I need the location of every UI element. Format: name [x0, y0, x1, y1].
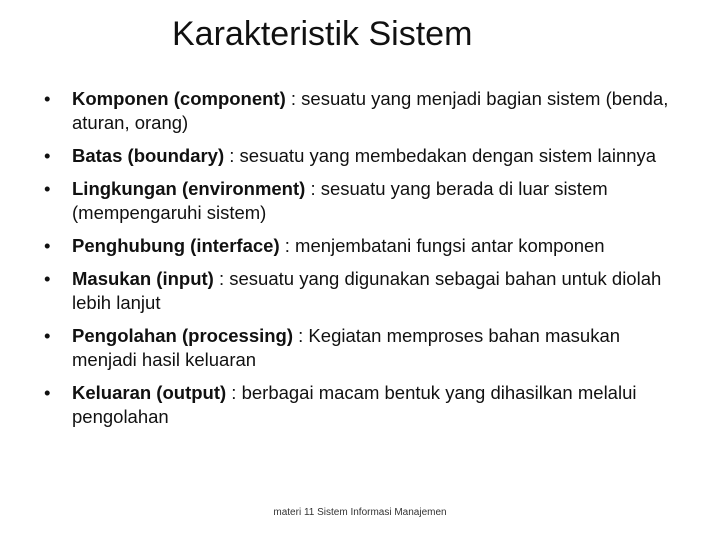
bullet-item-masukan: [44, 267, 689, 315]
bullet-description: : sesuatu yang membedakan dengan sistem lainnya: [224, 145, 657, 166]
bullet-item-lingkungan: [44, 177, 689, 225]
slide-title: Karakteristik Sistem: [172, 15, 473, 53]
bullet-description: : Kegiatan memproses bahan masukan menjadi hasil keluaran: [72, 325, 621, 370]
bullet-item-penghubung: [44, 234, 689, 258]
bullet-term: Penghubung (interface): [72, 235, 280, 256]
bullet-term: Masukan (input): [72, 268, 214, 289]
bullet-marker: •: [44, 235, 51, 256]
bullet-marker: •: [44, 178, 51, 199]
bullet-item-komponen: [44, 87, 689, 135]
bullet-term: Pengolahan (processing): [72, 325, 294, 346]
bullet-term: Batas (boundary): [72, 145, 225, 166]
bullet-description: : sesuatu yang menjadi bagian sistem (benda, aturan, orang): [72, 88, 669, 133]
bullet-item-batas: [44, 144, 689, 168]
bullet-marker: •: [44, 268, 51, 289]
bullet-marker: •: [44, 145, 51, 166]
bullet-term: Komponen (component): [72, 88, 286, 109]
bullet-term: Lingkungan (environment): [72, 178, 306, 199]
bullet-term: Keluaran (output): [72, 382, 227, 403]
bullet-marker: •: [44, 88, 51, 109]
bullet-description: : sesuatu yang berada di luar sistem (mempengaruhi sistem): [72, 178, 608, 223]
bullet-marker: •: [44, 325, 51, 346]
bullet-description: : menjembatani fungsi antar komponen: [279, 235, 605, 256]
bullet-item-keluaran: [44, 381, 689, 429]
bullet-description: : berbagai macam bentuk yang dihasilkan melalui pengolahan: [72, 382, 637, 427]
bullet-description: : sesuatu yang digunakan sebagai bahan untuk diolah lebih lanjut: [72, 268, 662, 313]
bullet-item-pengolahan: [44, 324, 689, 372]
slide-footer: materi 11 Sistem Informasi Manajemen: [273, 507, 447, 518]
bullet-marker: •: [44, 382, 51, 403]
bullet-list: [44, 87, 689, 438]
